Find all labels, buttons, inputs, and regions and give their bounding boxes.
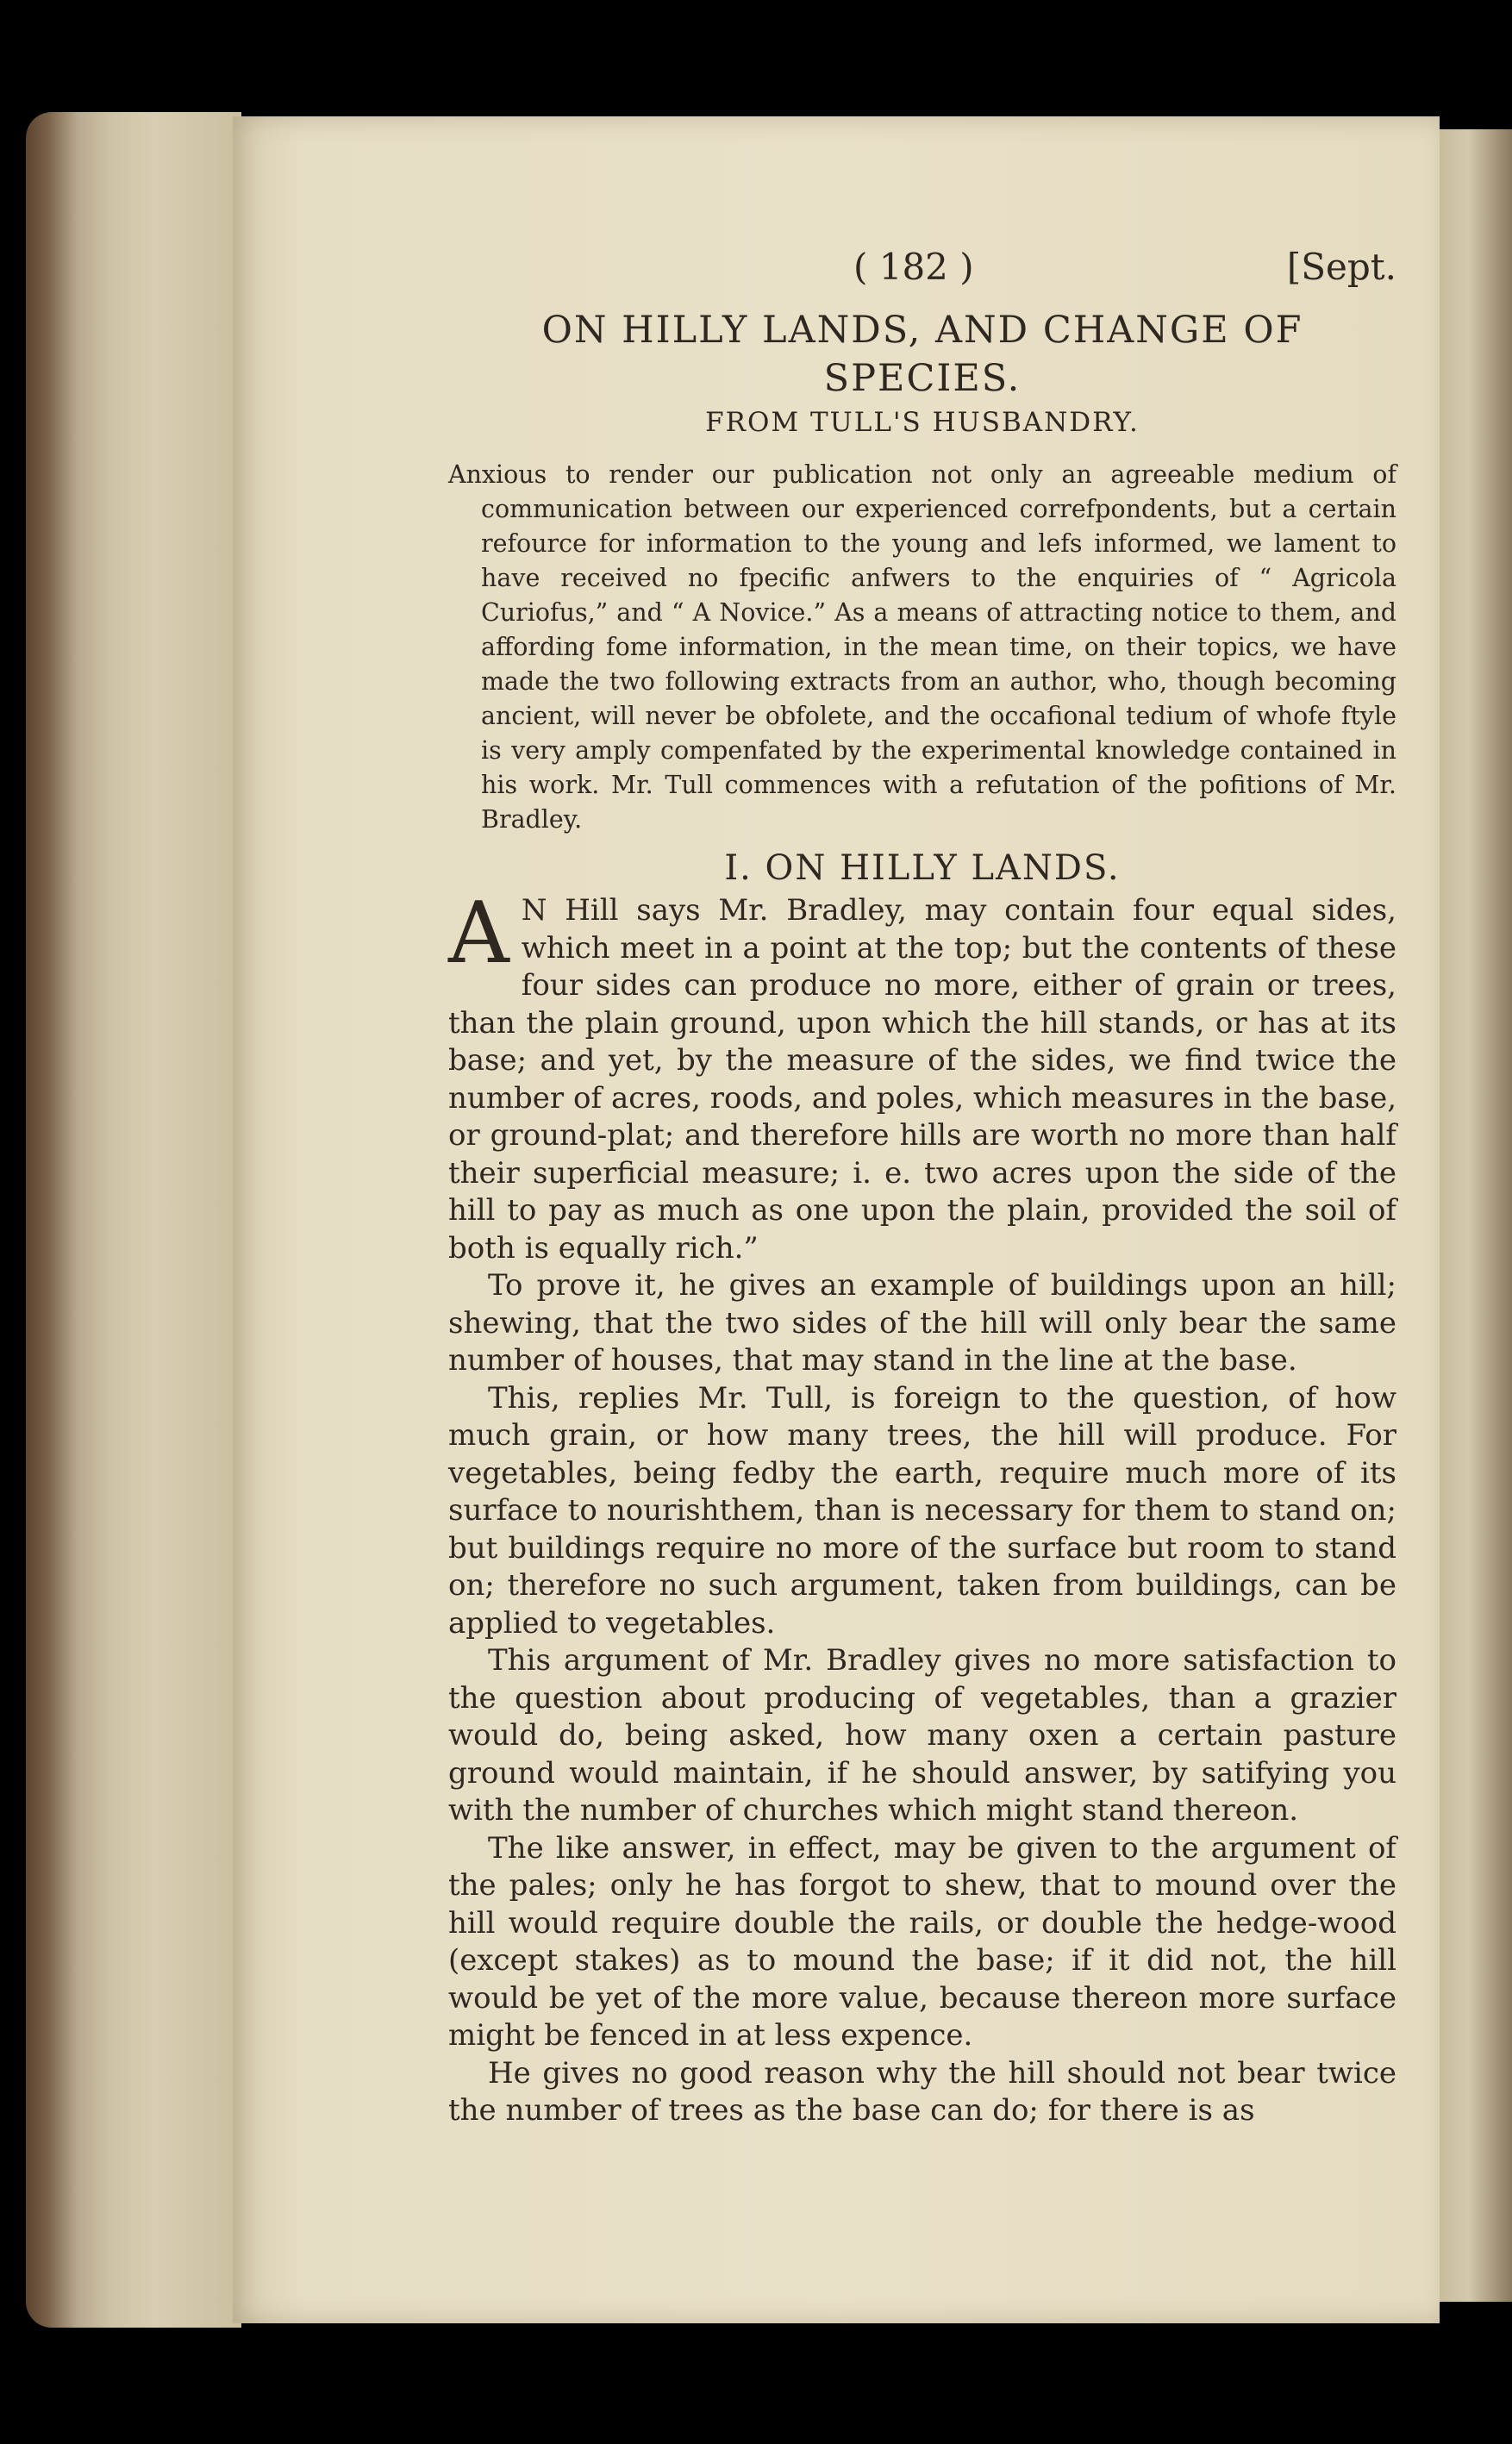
- drop-cap: A: [448, 884, 509, 983]
- section-heading: I. ON HILLY LANDS.: [724, 848, 1121, 888]
- page-number: ( 182 ): [853, 246, 974, 288]
- body-paragraph-1: [448, 884, 1396, 1267]
- body-paragraph-5: The like answer, in effect, may be given to the argument of the pales; only he has forgot to shew, that to mound over the hill would require double the rails, or double the hedge-wood (except stakes) as to mound the base; if it did not, the hill would be yet of the more value, because thereon more surface might be fenced in at less expence.: [448, 1830, 1396, 2053]
- article-title: ON HILLY LANDS, AND CHANGE OF SPECIES.: [541, 309, 1303, 400]
- month-label: [Sept.: [1286, 246, 1396, 288]
- page-text: [448, 246, 1396, 2130]
- body-paragraph-3: This, replies Mr. Tull, is foreign to the question, of how much grain, or how many trees, the hill will produce. For vegetables, being fedby the earth, require much more of its surface to nourishthem, than is necessary for them to stand on; but buildings require no more of the surface but room to stand on; therefore no such argument, taken from buildings, can be applied to vegetables.: [448, 1380, 1396, 1641]
- intro-paragraph: Anxious to render our publication not only an agreeable medium of communication between our experienced correfpondents, but a certain refource for information to the young and lefs informed, we lament to have received no fpecific anfwers to the enquiries of “ Agricola Curiofus,” and “ A Novice.” As a means of attracting notice to them, and affording fome information, in the mean time, on their topics, we have made the two following extracts from an author, who, though becoming ancient, will never be obfolete, and the occafional tedium of whofe ftyle is very amply compenfated by the experimental knowledge contained in his work. Mr. Tull commences with a refutation of the pofitions of Mr. Bradley.: [448, 460, 1396, 834]
- body-paragraph-6: He gives no good reason why the hill should not bear twice the number of trees as the base can do; for there is as: [448, 2055, 1396, 2128]
- body-paragraph-4: This argument of Mr. Bradley gives no more satisfaction to the question about producing of vegetables, than a grazier would do, being asked, how many oxen a certain pasture ground would maintain, if he should answer, by satifying you with the number of churches which might stand thereon.: [448, 1643, 1396, 1828]
- article-subtitle: FROM TULL'S HUSBANDRY.: [705, 407, 1140, 438]
- running-header: [448, 246, 1396, 306]
- body-paragraph-2: To prove it, he gives an example of buildings upon an hill; shewing, that the two sides of the hill will only bear the same number of houses, that may stand in the line at the base.: [448, 1268, 1396, 1378]
- book-fore-edge: [26, 112, 241, 2328]
- body-paragraph-1-text: N Hill says Mr. Bradley, may contain four equal sides, which meet in a point at the top; but the contents of these four sides can produce no more, either of grain or trees, than the plain ground, upon which the hill stands, or has at its base; and yet, by the measure of the sides, we find twice the number of acres, roods, and poles, which measures in the base, or ground-plat; and therefore hills are worth no more than half their superficial measure; i. e. two acres upon the side of the hill to pay as much as one upon the plain, provided the soil of both is equally rich.”: [448, 893, 1396, 1266]
- book-right-edge: [1440, 129, 1512, 2302]
